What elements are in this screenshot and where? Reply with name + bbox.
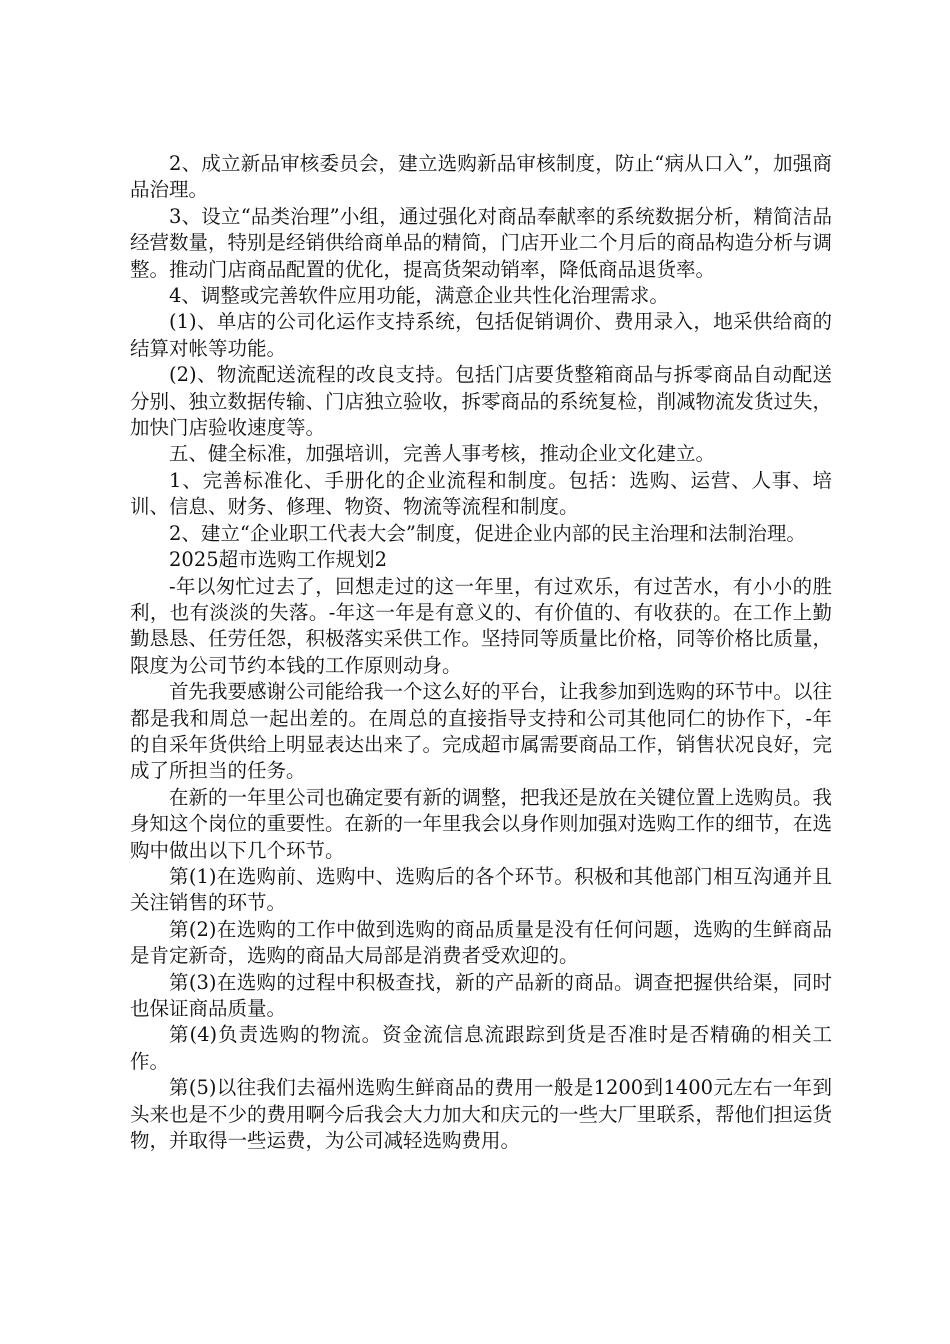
- paragraph-step-5: 第(5)以往我们去福州选购生鲜商品的费用一般是1200到1400元左右一年到头来也是不少的费用啊今后我会大力加大和庆元的一些大厂里联系，帮他们担运货物，并取得一些运费，为公司减轻选购费用。: [130, 1076, 833, 1153]
- paragraph-single-store-system: (1)、单店的公司化运作支持系统，包括促销调价、费用录入，地采供给商的结算对帐等功能。: [130, 310, 832, 360]
- paragraph-step-1: 第(1)在选购前、选购中、选购后的各个环节。积极和其他部门相互沟通并且关注销售的环节。: [130, 864, 832, 915]
- section-title-plan-2: 2025超市选购工作规划2: [169, 548, 388, 572]
- document-body: [130, 151, 832, 1154]
- paragraph-staff-congress: 2、建立“企业职工代表大会”制度，促进企业内部的民主治理和法制治理。: [169, 521, 806, 545]
- paragraph-new-year-adjustment: 在新的一年里公司也确定要有新的调整，把我还是放在关键位置上选购员。我身知这个岗位的重要性。在新的一年里我会以身作则加强对选购工作的细节，在选购中做出以下几个环节。: [130, 785, 833, 862]
- paragraph-logistics-improvement: (2)、物流配送流程的改良支持。包括门店要货整箱商品与拆零商品自动配送分别、独立数据传输、门店独立验收，拆零商品的系统复检，削减物流发货过失，加快门店验收速度等。: [130, 363, 833, 440]
- paragraph-year-review: -年以匆忙过去了，回想走过的这一年里，有过欢乐，有过苦水，有小小的胜利，也有淡淡的失落。-年这一年是有意义的、有价值的、有收获的。在工作上勤勤恳恳、任劳任怨，积极落实采供工作。坚持同等质量比价格，同等价格比质量，限度为公司节约本钱的工作原则动身。: [130, 574, 833, 677]
- paragraph-thanks: 首先我要感谢公司能给我一个这么好的平台，让我参加到选购的环节中。以往都是我和周总一起出差的。在周总的直接指导支持和公司其他同仁的协作下，-年的自采年货供给上明显表达出来了。完成超市属需要商品工作，销售状况良好，完成了所担当的任务。: [130, 680, 833, 783]
- paragraph-step-2: 第(2)在选购的工作中做到选购的商品质量是没有任何问题，选购的生鲜商品是肯定新奇，选购的商品大局部是消费者受欢迎的。: [130, 917, 832, 968]
- paragraph-category-management: 3、设立“品类治理”小组，通过强化对商品奉献率的系统数据分析，精简洁品经营数量，特别是经销供给商单品的精简，门店开业二个月后的商品构造分析与调整。推动门店商品配置的优化，提高货架动销率，降低商品退货率。: [130, 204, 833, 281]
- paragraph-step-3: 第(3)在选购的过程中积极查找，新的产品新的商品。调查把握供给渠，同时也保证商品质量。: [130, 970, 832, 1020]
- paragraph-software-functions: 4、调整或完善软件应用功能，满意企业共性化治理需求。: [169, 284, 669, 308]
- paragraph-section-five: 五、健全标准，加强培训，完善人事考核，推动企业文化建立。: [169, 442, 716, 466]
- paragraph-new-product-committee: 2、成立新品审核委员会，建立选购新品审核制度，防止“病从口入”，加强商品治理。: [130, 152, 832, 202]
- paragraph-step-4: 第(4)负责选购的物流。资金流信息流跟踪到货是否准时是否精确的相关工作。: [130, 1023, 832, 1073]
- paragraph-standardization: 1、完善标准化、手册化的企业流程和制度。包括：选购、运营、人事、培训、信息、财务、修理、物资、物流等流程和制度。: [130, 468, 832, 519]
